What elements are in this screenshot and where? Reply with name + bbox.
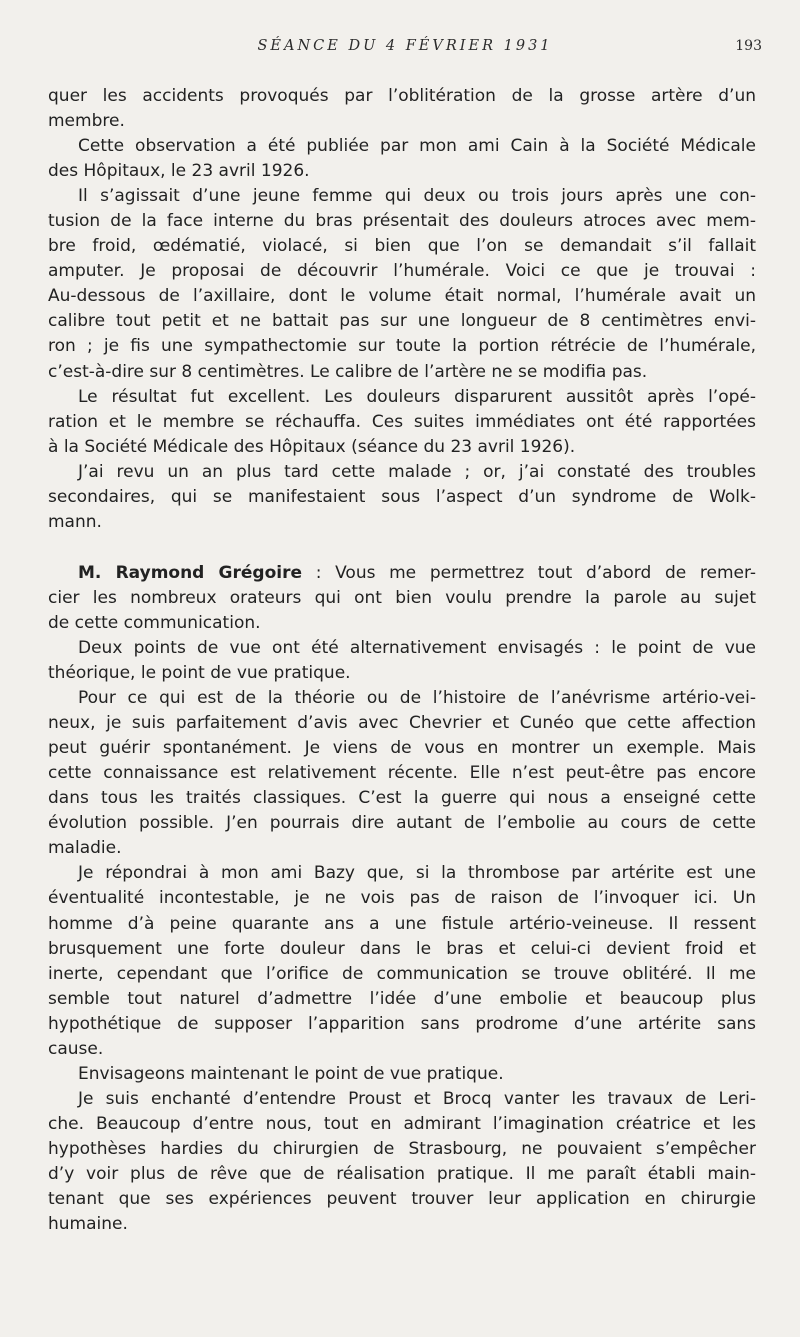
text-line: amputer. Je proposai de découvrir l’humérale. Voici ce que je trouvai : — [48, 261, 756, 282]
text-line: inerte, cependant que l’orifice de communication se trouve oblitéré. Il me — [48, 963, 756, 984]
text-line: bre froid, œdématié, violacé, si bien que l’on se demandait s’il fallait — [48, 236, 756, 257]
text-line: Envisageons maintenant le point de vue pratique. — [78, 1063, 504, 1084]
running-title: SÉANCE DU 4 FÉVRIER 1931 — [257, 38, 553, 54]
text-line: mann. — [48, 511, 102, 532]
text-line: J’ai revu un an plus tard cette malade ; or, j’ai constaté des troubles — [78, 461, 756, 482]
paragraph-1 — [48, 84, 756, 134]
text-line: Je suis enchanté d’entendre Proust et Brocq vanter les travaux de Leri- — [78, 1088, 756, 1109]
text-line: peut guérir spontanément. Je viens de vous en montrer un exemple. Mais — [48, 738, 756, 759]
page-header — [48, 38, 762, 58]
paragraph-8 — [48, 686, 756, 861]
text-line: che. Beaucoup d’entre nous, tout en admirant l’imagination créatrice et les — [48, 1113, 756, 1134]
text-line: Au-dessous de l’axillaire, dont le volume était normal, l’humérale avait un — [48, 286, 756, 307]
paragraph-4 — [48, 385, 756, 460]
text-line: c’est-à-dire sur 8 centimètres. Le calibre de l’artère ne se modifia pas. — [48, 361, 648, 382]
text-line — [48, 561, 756, 586]
text-line: cette connaissance est relativement récente. Elle n’est peut-être pas encore — [48, 763, 756, 784]
text-line: homme d’à peine quarante ans a une fistule artério-veineuse. Il ressent — [48, 913, 756, 934]
text-line: hypothèses hardies du chirurgien de Strasbourg, ne pouvaient s’empêcher — [48, 1138, 756, 1159]
paragraph-7 — [48, 636, 756, 686]
text-line: Je répondrai à mon ami Bazy que, si la thrombose par artérite est une — [78, 863, 756, 884]
text-line: tusion de la face interne du bras présentait des douleurs atroces avec mem- — [48, 211, 756, 232]
text-line: tenant que ses expériences peuvent trouver leur application en chirurgie — [48, 1189, 756, 1210]
text-line: Deux points de vue ont été alternativement envisagés : le point de vue — [78, 637, 756, 658]
text-line: d’y voir plus de rêve que de réalisation pratique. Il me paraît établi main- — [48, 1163, 756, 1184]
text-line: secondaires, qui se manifestaient sous l’aspect d’un syndrome de Wolk- — [48, 486, 756, 507]
paragraph-10 — [48, 1062, 756, 1087]
paragraph-2 — [48, 134, 756, 184]
text-line: hypothétique de supposer l’apparition sans prodrome d’une artérite sans — [48, 1013, 756, 1034]
text-line: Il s’agissait d’une jeune femme qui deux ou trois jours après une con- — [78, 186, 756, 207]
text-line: ration et le membre se réchauffa. Ces suites immédiates ont été rapportées — [48, 411, 756, 432]
text-line: semble tout naturel d’admettre l’idée d’une embolie et beaucoup plus — [48, 988, 756, 1009]
paragraph-11 — [48, 1087, 756, 1237]
text-line: membre. — [48, 111, 125, 132]
text-line: dans tous les traités classiques. C’est la guerre qui nous a enseigné cette — [48, 788, 756, 809]
text-line: de cette communication. — [48, 612, 261, 633]
text-line: éventualité incontestable, je ne vois pas de raison de l’invoquer ici. Un — [48, 888, 756, 909]
text-line: cause. — [48, 1038, 104, 1059]
text-line: des Hôpitaux, le 23 avril 1926. — [48, 161, 310, 182]
paragraph-5 — [48, 460, 756, 535]
text-line: ron ; je fis une sympathectomie sur toute la portion rétrécie de l’humérale, — [48, 336, 756, 357]
text-line: évolution possible. J’en pourrais dire autant de l’embolie au cours de cette — [48, 813, 756, 834]
text-line: brusquement une forte douleur dans le bras et celui-ci devient froid et — [48, 938, 756, 959]
section-gap — [48, 535, 756, 561]
text-line: quer les accidents provoqués par l’oblitération de la grosse artère d’un — [48, 86, 756, 106]
body-text — [48, 84, 756, 1237]
paragraph-9 — [48, 861, 756, 1061]
text-line: théorique, le point de vue pratique. — [48, 663, 351, 684]
text-line: maladie. — [48, 838, 122, 859]
speaker-text: : Vous me permettrez tout d’abord de remer- — [302, 562, 757, 583]
paragraph-3 — [48, 184, 756, 384]
paragraph-6 — [48, 561, 756, 636]
text-line: calibre tout petit et ne battait pas sur une longueur de 8 centimètres envi- — [48, 311, 756, 332]
text-line: Le résultat fut excellent. Les douleurs disparurent aussitôt après l’opé- — [78, 386, 756, 407]
text-line: Cette observation a été publiée par mon ami Cain à la Société Médicale — [78, 136, 756, 157]
text-line: humaine. — [48, 1214, 128, 1235]
page-number: 193 — [735, 38, 762, 54]
text-line: Pour ce qui est de la théorie ou de l’histoire de l’anévrisme artério-vei- — [78, 688, 756, 709]
text-line: neux, je suis parfaitement d’avis avec Chevrier et Cunéo que cette affection — [48, 713, 756, 734]
text-line: cier les nombreux orateurs qui ont bien voulu prendre la parole au sujet — [48, 587, 756, 608]
speaker-name: M. Raymond Grégoire — [78, 562, 303, 583]
text-line: à la Société Médicale des Hôpitaux (séance du 23 avril 1926). — [48, 436, 576, 457]
